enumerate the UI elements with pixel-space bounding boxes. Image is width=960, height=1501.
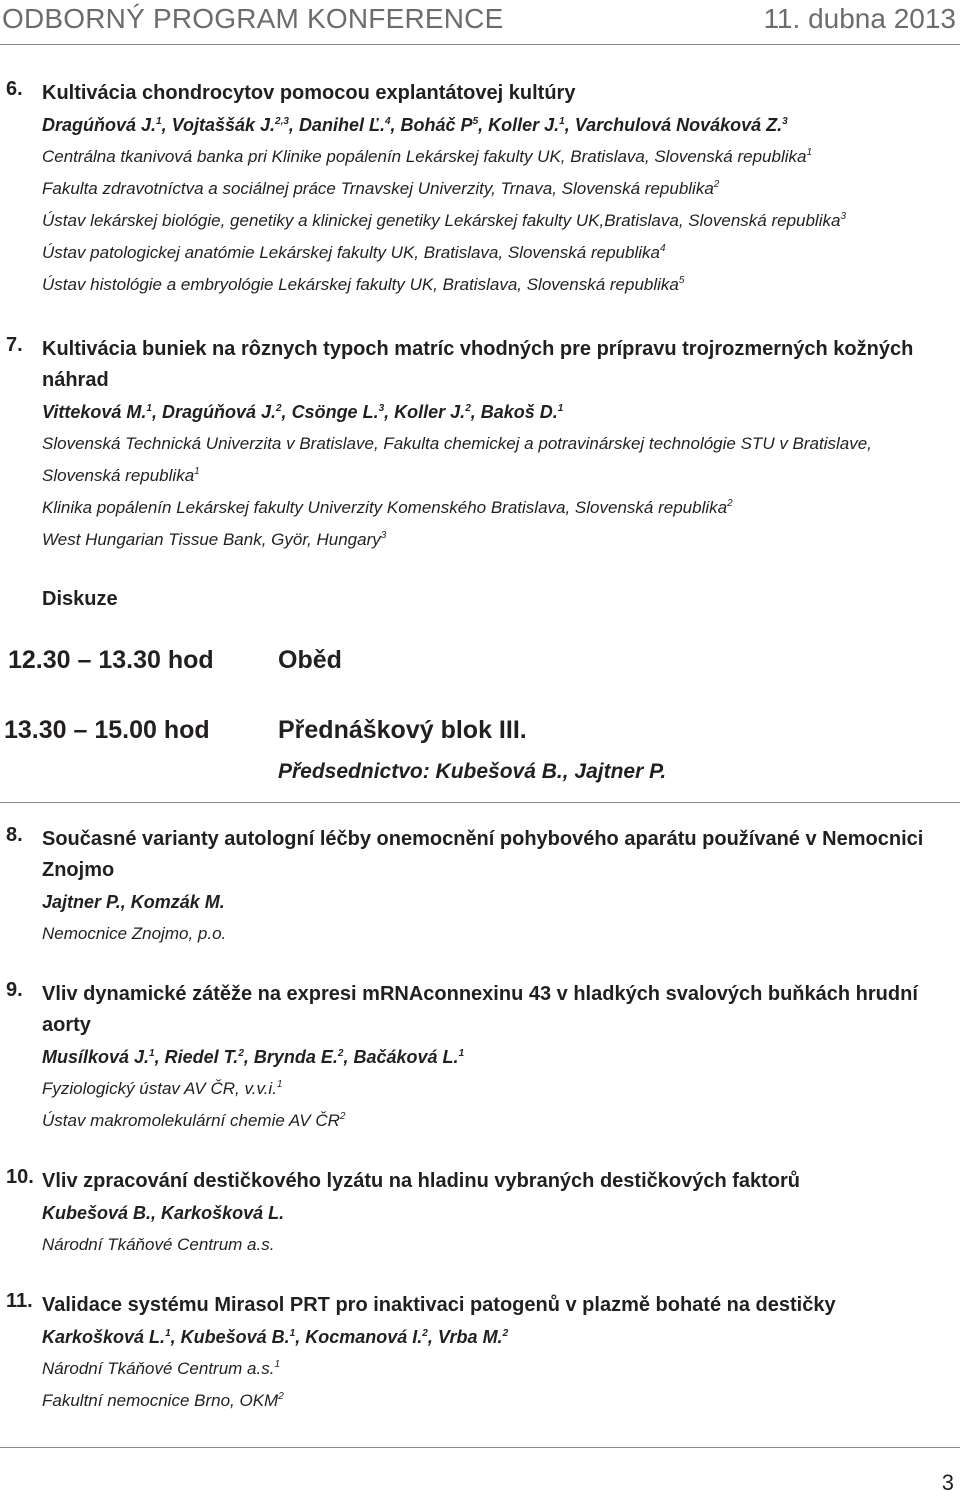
affiliation-text: Klinika popálenín Lekárskej fakulty Univerzity Komenského Bratislava, Slovenská republika <box>42 498 728 517</box>
affiliation-line <box>42 1105 954 1137</box>
schedule-time: 13.30 – 15.00 hod <box>4 716 210 744</box>
author-name: Karkošková L. <box>42 1327 166 1347</box>
author-affiliation-index: 2 <box>238 1048 244 1059</box>
author-name: Koller J. <box>488 115 560 135</box>
author-affiliation-index: 2 <box>337 1048 344 1059</box>
entry-number: 7. <box>6 334 23 356</box>
author-affiliation-index: 2 <box>275 403 282 414</box>
affiliation-index: 3 <box>840 211 846 222</box>
author-affiliation-index: 1 <box>559 116 565 127</box>
affiliation-line <box>42 1073 954 1105</box>
author-affiliation-index: 5 <box>472 116 479 127</box>
author-name: Varchulová Nováková Z. <box>574 115 783 135</box>
author-name: Kubešová B. <box>42 1203 152 1223</box>
affiliation-index: 2 <box>278 1391 284 1402</box>
affiliation-index: 4 <box>659 243 666 254</box>
author-name: Boháč P <box>400 115 473 135</box>
affiliation-index: 1 <box>194 466 200 477</box>
affiliation-line <box>42 269 954 301</box>
affiliation-text: Ústav histológie a embryológie Lekárskej fakulty UK, Bratislava, Slovenská republika <box>42 275 679 294</box>
lecture-entry <box>0 979 960 1137</box>
author-name: Riedel T. <box>164 1047 239 1067</box>
author-affiliation-index: 1 <box>149 1048 155 1059</box>
author-name: Dragúňová J. <box>161 402 276 422</box>
affiliation-line <box>42 524 954 556</box>
author-line: Dragúňová J.$^1$, Vojtaššák J.$^{2,3}$, Danihel Ľ.$^4$, Boháč $P^5$, Koller J.$^1$, Varchulová Nováková Z.$^3$ <box>42 115 788 135</box>
affiliation-text: Ústav makromolekulární chemie AV ČR <box>42 1111 340 1130</box>
entry-title: Vliv zpracování destičkového lyzátu na hladinu vybraných destičkových faktorů <box>42 1170 801 1192</box>
author-affiliation-index: 2 <box>465 403 471 414</box>
author-affiliation-index: 2 <box>502 1328 509 1339</box>
affiliation-index: 2 <box>339 1111 346 1122</box>
entry-number: 6. <box>6 78 23 100</box>
author-name: Csönge L. <box>291 402 379 422</box>
affiliation-text: Slovenská Technická Univerzita v Bratislave, Fakulta chemickej a potravinárskej technológie STU v Bratislave, Slovenská republika <box>42 434 872 485</box>
author-affiliation-index: 2,3 <box>275 116 289 127</box>
author-affiliation-index: 1 <box>557 403 564 414</box>
entry-number: 8. <box>6 824 23 846</box>
lecture-entry <box>0 824 960 950</box>
entry-title: Vliv dynamické zátěže na expresi mRNAconnexinu 43 v hladkých svalových buňkách hrudní aorty <box>42 983 918 1036</box>
author-affiliation-index: 1 <box>289 1328 296 1339</box>
author-line: Karkošková L.$^1$, Kubešová B.$^1$, Kocmanová I.$^2$, Vrba M.$^2$ <box>42 1327 509 1347</box>
entry-title: Kultivácia buniek na rôznych typoch matríc vhodných pre prípravu trojrozmerných kožných náhrad <box>42 338 914 391</box>
schedule-label: Oběd <box>278 646 342 674</box>
lecture-entry <box>0 334 960 556</box>
author-name: Karkošková L. <box>161 1203 285 1223</box>
affiliation-line <box>42 918 954 950</box>
header-divider <box>0 44 960 45</box>
entry-title: Kultivácia chondrocytov pomocou explantátovej kultúry <box>42 82 576 104</box>
author-name: Kubešová B. <box>180 1327 290 1347</box>
author-name: Dragúňová J. <box>42 115 157 135</box>
header-title: ODBORNÝ PROGRAM KONFERENCE <box>2 3 504 34</box>
affiliation-text: Fyziologický ústav AV ČR, v.v.i. <box>42 1079 277 1098</box>
author-affiliation-index: 1 <box>165 1328 171 1339</box>
author-line: Kubešová B., Karkošková L. <box>42 1203 285 1223</box>
affiliation-text: Národní Tkáňové Centrum a.s. <box>42 1235 275 1254</box>
entry-number: 10. <box>6 1166 34 1188</box>
affiliation-line <box>42 1385 954 1417</box>
entry-number: 11. <box>6 1290 33 1312</box>
affiliation-line <box>42 173 954 205</box>
affiliation-text: Národní Tkáňové Centrum a.s. <box>42 1359 275 1378</box>
affiliation-line <box>42 492 954 524</box>
author-name: Vojtaššák J. <box>171 115 276 135</box>
discussion-label: Diskuze <box>42 588 118 610</box>
author-name: Komzák M. <box>130 892 225 912</box>
author-line: Jajtner P., Komzák M. <box>42 892 225 912</box>
author-affiliation-index: 3 <box>378 403 385 414</box>
affiliation-text: Centrálna tkanivová banka pri Klinike popálenín Lekárskej fakulty UK, Bratislava, Slovenská republika <box>42 147 807 166</box>
affiliation-index: 1 <box>806 147 813 158</box>
chairs-line: Předsednictvo: Kubešová B., Jajtner P. <box>278 760 667 783</box>
affiliation-text: Ústav lekárskej biológie, genetiky a klinickej genetiky Lekárskej fakulty UK,Bratislava, Slovenská republika <box>42 211 841 230</box>
schedule-time: 12.30 – 13.30 hod <box>8 646 214 674</box>
lecture-entry <box>0 78 960 301</box>
footer-divider <box>0 1447 960 1448</box>
section-divider <box>0 802 960 803</box>
author-name: Danihel Ľ. <box>298 115 385 135</box>
author-name: Bačáková L. <box>353 1047 459 1067</box>
block-title: Přednáškový blok III. <box>278 716 527 744</box>
affiliation-text: Nemocnice Znojmo, p.o. <box>42 924 227 943</box>
affiliation-line <box>42 205 954 237</box>
author-name: Musílková J. <box>42 1047 150 1067</box>
entry-title: Validace systému Mirasol PRT pro inaktivaci patogenů v plazmě bohaté na destičky <box>42 1294 836 1316</box>
page-number: 3 <box>941 1470 954 1495</box>
author-name: Jajtner P. <box>42 892 121 912</box>
affiliation-text: Fakultní nemocnice Brno, OKM <box>42 1391 279 1410</box>
author-line: Musílková J.$^1$, Riedel T.$^2$, Brynda E.$^2$, Bačáková L.$^1$ <box>42 1047 465 1067</box>
author-affiliation-index: 1 <box>156 116 162 127</box>
entry-title: Současné varianty autologní léčby onemocnění pohybového aparátu používané v Nemocnici Znojmo <box>42 828 924 881</box>
author-name: Bakoš D. <box>480 402 558 422</box>
affiliation-line <box>42 428 954 492</box>
affiliation-text: Fakulta zdravotníctva a sociálnej práce Trnavskej Univerzity, Trnava, Slovenská republika <box>42 179 714 198</box>
author-name: Vitteková M. <box>42 402 147 422</box>
affiliation-text: West Hungarian Tissue Bank, Györ, Hungary <box>42 530 381 549</box>
author-name: Kocmanová I. <box>305 1327 423 1347</box>
affiliation-index: 1 <box>276 1079 283 1090</box>
affiliation-index: 1 <box>274 1359 281 1370</box>
affiliation-index: 3 <box>380 530 387 541</box>
author-affiliation-index: 3 <box>782 116 788 127</box>
author-name: Koller J. <box>394 402 466 422</box>
page-header <box>0 0 960 44</box>
author-affiliation-index: 1 <box>458 1048 465 1059</box>
author-affiliation-index: 4 <box>384 116 391 127</box>
author-affiliation-index: 1 <box>146 403 152 414</box>
affiliation-index: 2 <box>727 498 733 509</box>
affiliation-line <box>42 141 954 173</box>
lecture-entry <box>0 1166 960 1261</box>
affiliation-index: 2 <box>713 179 720 190</box>
author-name: Brynda E. <box>253 1047 338 1067</box>
author-name: Vrba M. <box>437 1327 503 1347</box>
author-affiliation-index: 2 <box>422 1328 428 1339</box>
affiliation-index: 5 <box>678 275 685 286</box>
affiliation-line <box>42 237 954 269</box>
affiliation-line <box>42 1229 954 1261</box>
affiliation-text: Ústav patologickej anatómie Lekárskej fakulty UK, Bratislava, Slovenská republika <box>42 243 660 262</box>
lecture-entry <box>0 1290 960 1417</box>
entry-number: 9. <box>6 979 23 1001</box>
header-date: 11. dubna 2013 <box>763 3 956 34</box>
affiliation-line <box>42 1353 954 1385</box>
author-line: Vitteková M.$^1$, Dragúňová J.$^2$, Csönge L.$^3$, Koller J.$^2$, Bakoš D.$^1$ <box>42 402 564 422</box>
